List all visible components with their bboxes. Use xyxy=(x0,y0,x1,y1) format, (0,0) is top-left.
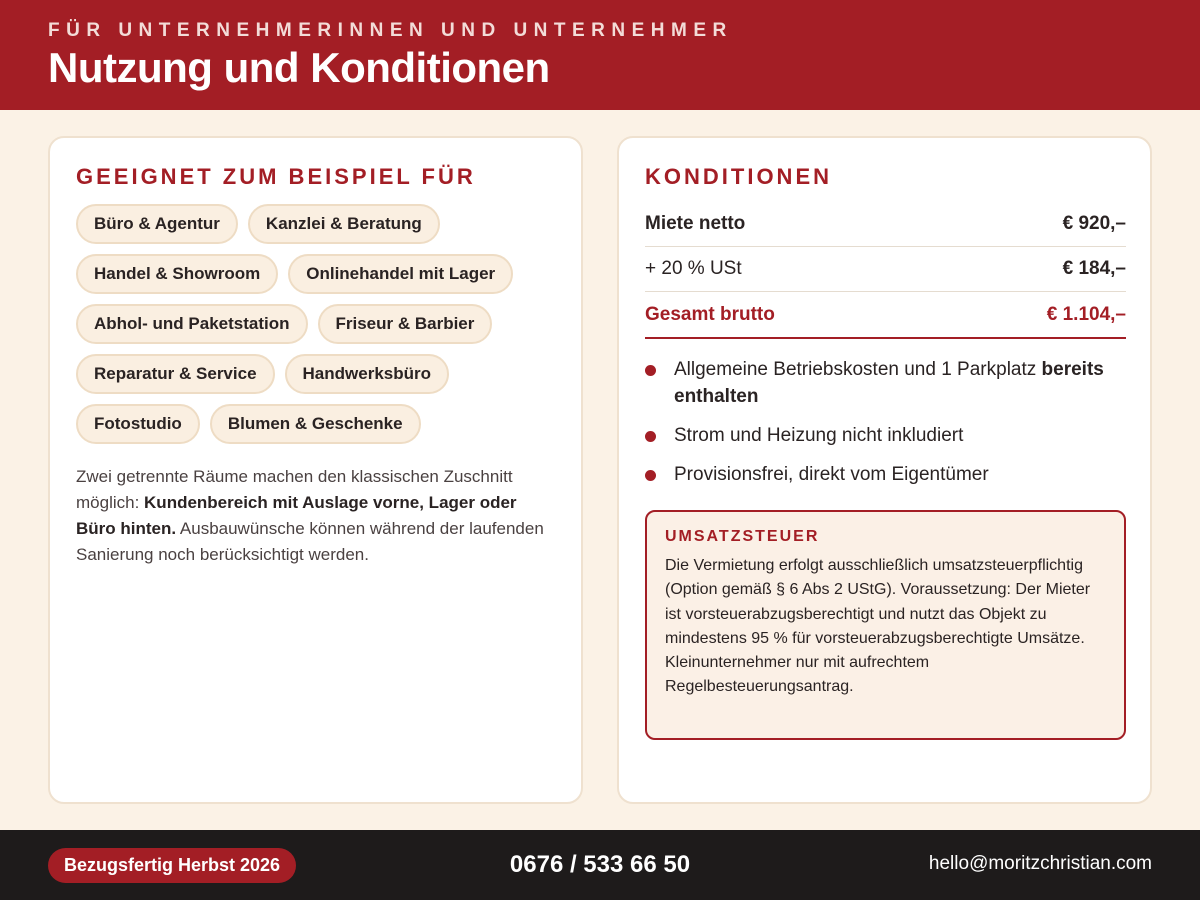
usage-tag: Büro & Agentur xyxy=(76,204,238,244)
conditions-table xyxy=(645,202,1126,339)
vat-row xyxy=(645,247,1126,292)
bullet-dot-icon xyxy=(645,470,656,481)
bullet-highlight: bereits enthalten xyxy=(674,359,1104,407)
usage-tag: Reparatur & Service xyxy=(76,354,275,394)
usage-tag: Fotostudio xyxy=(76,404,200,444)
list-item xyxy=(645,422,1126,449)
usage-heading: GEEIGNET ZUM BEISPIEL FÜR xyxy=(76,164,476,189)
phone-number: 0676 / 533 66 50 xyxy=(509,851,691,878)
total-gross-row xyxy=(645,292,1126,339)
email-address: hello@moritzchristian.com xyxy=(928,853,1152,874)
list-item xyxy=(645,461,1126,488)
usage-description-text: Zwei getrennte Räume machen den klassischen Zuschnitt möglich: xyxy=(76,467,513,512)
vat-note-text: Die Vermietung erfolgt ausschließlich umsatzsteuerpflichtig (Option gemäß § 6 Abs 2 UStG). Voraussetzung: Der Mieter ist vorsteuerabzugsberechtigt und nutzt das Objekt zu mindestens 95 % für vorsteuerabzugsberechtigte Umsätze. Kleinunternehmer nur mit aufrechtem Regelbesteuerungsantrag. xyxy=(665,557,1091,696)
usage-tag: Onlinehandel mit Lager xyxy=(288,254,513,294)
usage-tag-list xyxy=(76,204,546,444)
vat-label: + 20 % USt xyxy=(645,258,742,279)
usage-tag: Blumen & Geschenke xyxy=(210,404,421,444)
bullet-text: Provisionsfrei, direkt vom Eigentümer xyxy=(674,464,989,485)
eyebrow-text: FÜR UNTERNEHMERINNEN UND UNTERNEHMER xyxy=(48,20,733,41)
vat-note-box xyxy=(645,510,1126,740)
bullet-dot-icon xyxy=(645,431,656,442)
vat-note-heading: UMSATZSTEUER xyxy=(665,528,820,545)
usage-tag: Friseur & Barbier xyxy=(318,304,493,344)
conditions-heading: KONDITIONEN xyxy=(645,164,832,189)
usage-tag: Kanzlei & Beratung xyxy=(248,204,440,244)
conditions-card xyxy=(617,136,1152,804)
bullet-text: Allgemeine Betriebskosten und 1 Parkplatz xyxy=(674,359,1042,380)
total-gross-label: Gesamt brutto xyxy=(645,303,775,325)
usage-card xyxy=(48,136,583,804)
header-banner xyxy=(0,0,1200,110)
usage-description xyxy=(76,464,556,568)
bullet-dot-icon xyxy=(645,365,656,376)
rent-net-value: € 920,– xyxy=(1062,213,1126,234)
list-item xyxy=(645,356,1126,410)
usage-description-text-end: Ausbauwünsche können während der laufenden Sanierung noch berücksichtigt werden. xyxy=(76,519,544,564)
total-gross-value: € 1.104,– xyxy=(1046,303,1126,325)
footer-bar xyxy=(0,830,1200,900)
vat-value: € 184,– xyxy=(1062,258,1126,279)
usage-tag: Handwerksbüro xyxy=(285,354,449,394)
usage-description-highlight: Kundenbereich mit Auslage vorne, Lager oder Büro hinten. xyxy=(76,493,517,538)
page-title: Nutzung und Konditionen xyxy=(48,44,550,91)
usage-tag: Handel & Showroom xyxy=(76,254,278,294)
usage-tag: Abhol- und Paketstation xyxy=(76,304,308,344)
rent-net-row xyxy=(645,202,1126,247)
bullet-text: Strom und Heizung nicht inkludiert xyxy=(674,425,964,446)
rent-net-label: Miete netto xyxy=(645,213,746,234)
availability-badge: Bezugsfertig Herbst 2026 xyxy=(48,848,296,883)
conditions-bullet-list xyxy=(645,356,1126,500)
